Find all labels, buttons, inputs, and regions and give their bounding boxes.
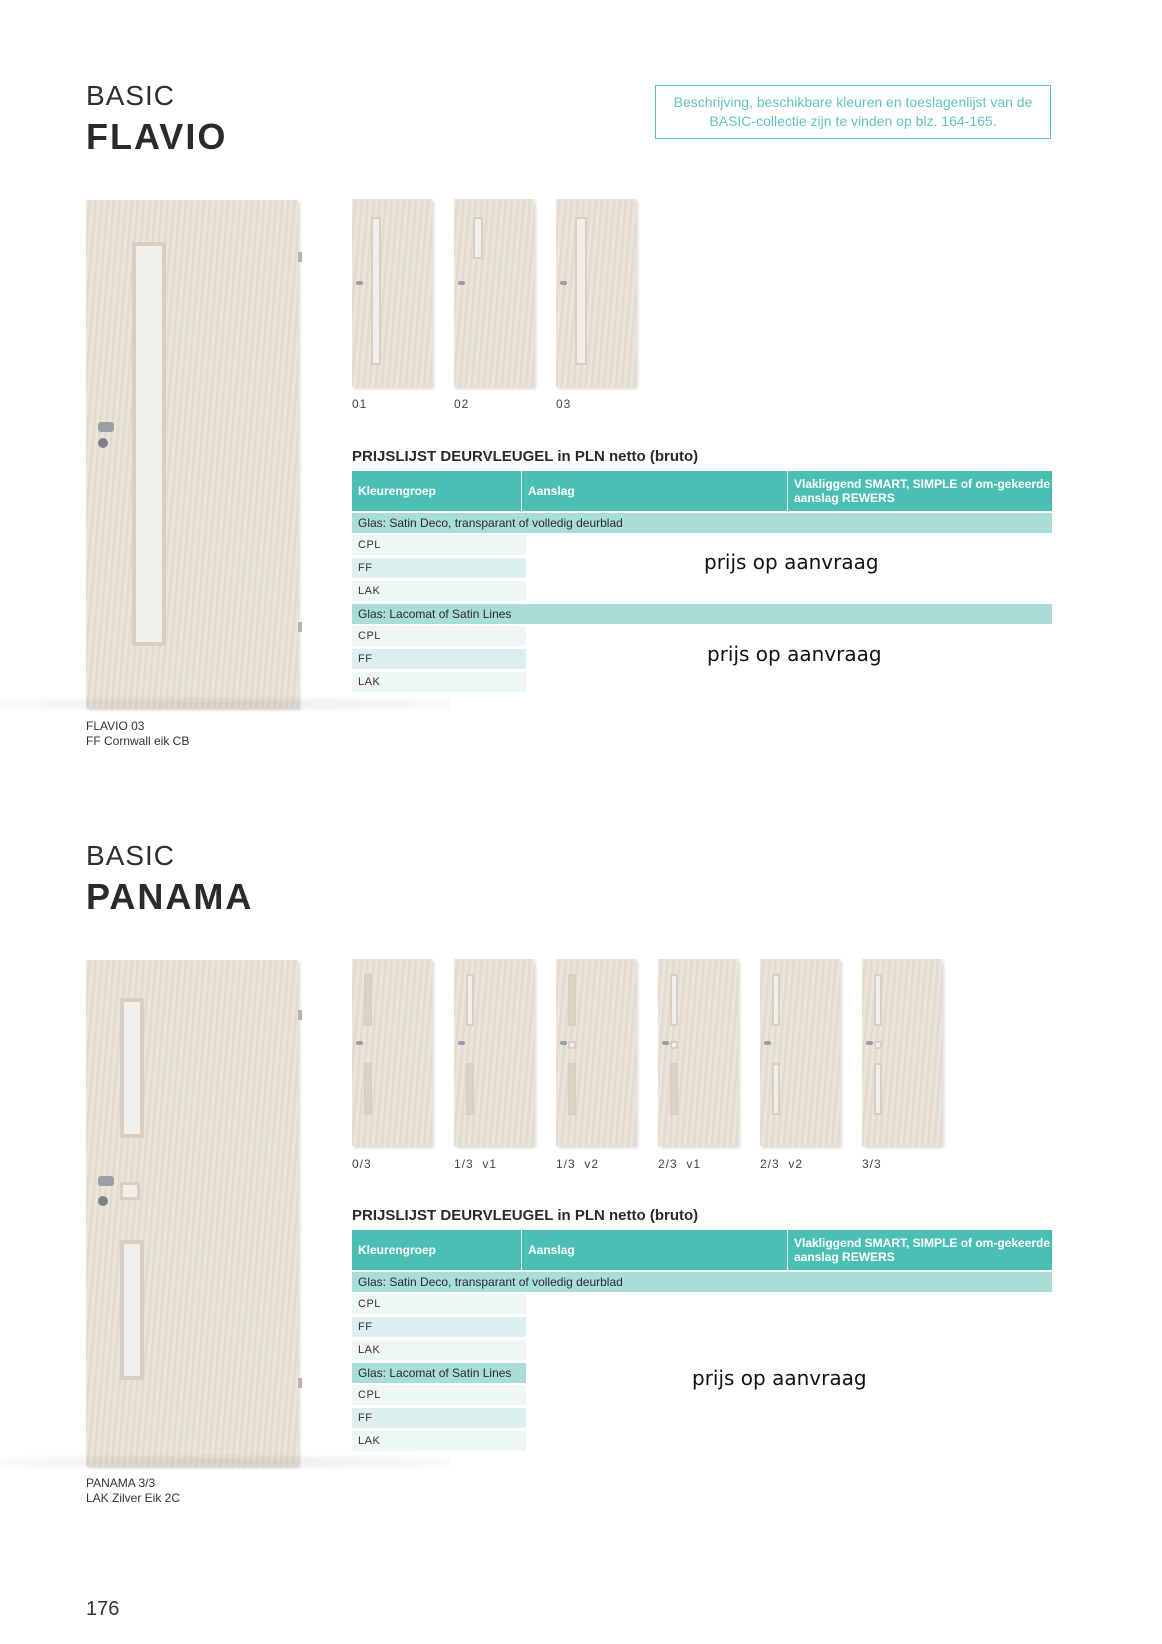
thumb-glass [772,974,780,1026]
header-flush-option: Vlakliggend SMART, SIMPLE of om-gekeerde aanslag REWERS [794,477,1051,505]
panama-variant-2-3-v1-thumbnail [658,959,738,1146]
thumb-handle [866,1041,873,1045]
panama-series-title: BASIC [86,840,176,871]
color-group-row: LAK [352,1340,526,1360]
panama-main-door-image [86,960,298,1466]
panama-caption: PANAMA 3/3 LAK Zilver Eik 2C [86,1476,181,1505]
panama-variant-1-3-v1-thumbnail [454,959,534,1146]
color-group-row: FF [352,1317,526,1337]
thumb-handle [458,281,465,285]
panama-variant-label: 1/3 v2 [556,1157,600,1171]
panama-variant-label: 0/3 [352,1157,372,1171]
door-glass-panel [132,242,166,646]
thumb-glass [772,1063,780,1115]
color-group-row: FF [352,649,526,669]
door-handle [98,422,114,432]
thumb-handle [560,1041,567,1045]
header-color-group: Kleurengroep [352,471,522,511]
thumb-handle [560,281,567,285]
color-group-row: FF [352,1408,526,1428]
thumb-panel [364,974,372,1026]
thumb-glass [466,974,474,1026]
thumb-panel [466,1063,474,1115]
panama-model-title: PANAMA [86,876,254,917]
glass-group-row: Glas: Satin Deco, transparant of volledig deurblad [352,1272,1052,1292]
panama-variant-2-3-v2-thumbnail [760,959,840,1146]
thumb-panel [568,974,576,1026]
floor-shadow [0,697,450,711]
panama-variant-label: 2/3 v2 [760,1157,804,1171]
door-hinge [298,1378,302,1388]
color-group-row: LAK [352,672,526,692]
thumb-glass [575,217,587,365]
header-color-group: Kleurengroep [352,1230,522,1270]
color-group-row: CPL [352,535,526,555]
door-glass-window [120,1182,140,1200]
door-glass-panel [120,998,144,1138]
page-number: 176 [86,1598,120,1620]
color-group-row: LAK [352,581,526,601]
thumb-panel [568,1063,576,1115]
thumb-glass [670,974,678,1026]
color-group-row: CPL [352,1294,526,1314]
panama-price-table [352,1230,1052,1451]
thumb-glass [874,1041,882,1049]
flavio-variant-label: 03 [556,397,572,411]
door-glass-panel [120,1240,144,1380]
door-hinge [298,622,302,632]
color-group-row: CPL [352,626,526,646]
panama-variant-label: 3/3 [862,1157,882,1171]
flavio-price-value: prijs op aanvraag [704,550,879,574]
flavio-variant-01-thumbnail [352,199,432,387]
color-group-row: LAK [352,1431,526,1451]
glass-group-row: Glas: Lacomat of Satin Lines [352,604,1052,624]
door-hinge [298,1010,302,1020]
panama-variant-label: 2/3 v1 [658,1157,702,1171]
header-flush-option: Vlakliggend SMART, SIMPLE of om-gekeerde aanslag REWERS [794,1236,1051,1264]
flavio-price-value: prijs op aanvraag [707,642,882,666]
thumb-glass [473,217,483,259]
glass-group-row: Glas: Satin Deco, transparant of volledig deurblad [352,513,1052,533]
door-lock [98,438,108,448]
door-handle [98,1176,114,1186]
flavio-caption: FLAVIO 03 FF Cornwall eik CB [86,719,190,748]
thumb-handle [662,1041,669,1045]
thumb-handle [356,1041,363,1045]
glass-group-row: Glas: Lacomat of Satin Lines [352,1363,526,1383]
thumb-panel [670,1063,678,1115]
flavio-price-table [352,471,1052,692]
flavio-variant-03-thumbnail [556,199,636,387]
panama-variant-0-3-thumbnail [352,959,432,1146]
color-group-row: CPL [352,1385,526,1405]
thumb-glass [371,217,381,365]
header-stop: Aanslag [522,471,788,511]
color-group-row: FF [352,558,526,578]
panama-price-title: PRIJSLIJST DEURVLEUGEL in PLN netto (bruto) [352,1207,699,1224]
floor-shadow [0,1455,450,1469]
flavio-price-title: PRIJSLIJST DEURVLEUGEL in PLN netto (bruto) [352,448,699,465]
flavio-variant-02-thumbnail [454,199,534,387]
collection-note: Beschrijving, beschikbare kleuren en toeslagenlijst van de BASIC-collectie zijn te vinden op blz. 164-165. [655,85,1051,139]
thumb-glass [670,1041,678,1049]
price-table-header [352,471,1052,511]
thumb-glass [874,974,882,1026]
panama-variant-1-3-v2-thumbnail [556,959,636,1146]
panama-variant-3-3-thumbnail [862,959,942,1146]
thumb-panel [364,1063,372,1115]
thumb-glass [874,1063,882,1115]
thumb-handle [764,1041,771,1045]
thumb-handle [356,281,363,285]
panama-variant-label: 1/3 v1 [454,1157,498,1171]
flavio-main-door-image [86,200,298,708]
panama-price-value: prijs op aanvraag [692,1366,867,1390]
header-stop: Aanslag [522,1230,788,1270]
price-table-header [352,1230,1052,1270]
thumb-handle [458,1041,465,1045]
door-hinge [298,252,302,262]
flavio-variant-label: 01 [352,397,368,411]
flavio-variant-label: 02 [454,397,470,411]
thumb-glass [568,1041,576,1049]
flavio-series-title: BASIC [86,80,176,111]
door-lock [98,1196,108,1206]
flavio-model-title: FLAVIO [86,116,228,157]
